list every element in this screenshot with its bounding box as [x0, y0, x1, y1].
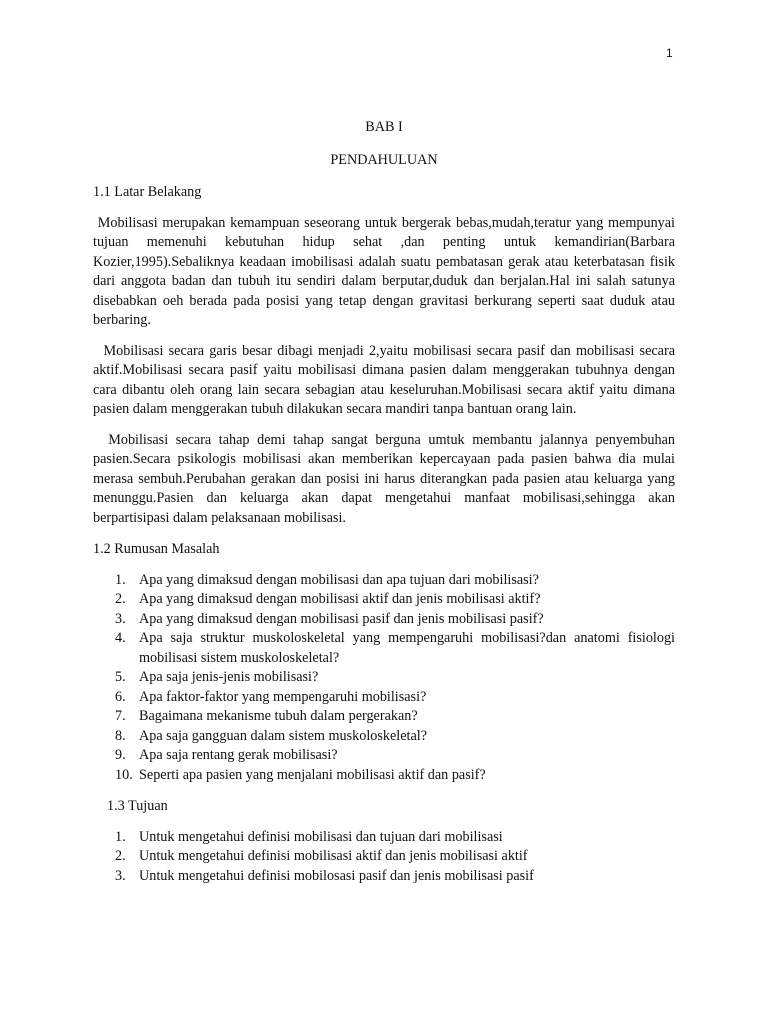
list-item-text: Apa faktor-faktor yang mempengaruhi mobilisasi? — [139, 688, 427, 705]
list-item — [93, 668, 675, 688]
list-item — [93, 688, 675, 708]
list-item — [93, 629, 675, 668]
chapter-heading: BAB I — [365, 119, 403, 135]
page-number: 1 — [666, 46, 673, 60]
list-item-text: Apa yang dimaksud dengan mobilisasi aktif dan jenis mobilisasi aktif? — [139, 591, 541, 607]
tujuan-list — [93, 828, 675, 887]
list-item-text: Apa yang dimaksud dengan mobilisasi dan apa tujuan dari mobilisasi? — [139, 571, 539, 588]
list-number: 5. — [115, 669, 126, 685]
list-item-text: Untuk mengetahui definisi mobilisasi dan tujuan dari mobilisasi — [139, 828, 503, 845]
list-number: 7. — [115, 708, 126, 724]
list-item-text: Untuk mengetahui definisi mobilosasi pasif dan jenis mobilisasi pasif — [139, 867, 534, 884]
list-number: 2. — [115, 848, 126, 864]
chapter-title: PENDAHULUAN — [330, 151, 438, 168]
list-number: 9. — [115, 747, 126, 763]
list-item-text: Apa saja struktur muskoloskeletal yang mempengaruhi mobilisasi?dan anatomi fisiologi mobilisasi sistem muskoloskeletal? — [139, 630, 675, 666]
list-item — [93, 571, 675, 591]
list-item-text: Apa saja jenis-jenis mobilisasi? — [139, 669, 319, 685]
list-number: 4. — [115, 630, 126, 646]
list-item-text: Apa saja gangguan dalam sistem muskoloskeletal? — [139, 727, 428, 744]
section-title-rumusan-masalah: 1.2 Rumusan Masalah — [93, 541, 220, 557]
list-item — [93, 707, 675, 727]
rumusan-masalah-list — [93, 571, 675, 786]
list-item-text: Untuk mengetahui definisi mobilisasi aktif dan jenis mobilisasi aktif — [139, 848, 528, 864]
list-item-text: Apa saja rentang gerak mobilisasi? — [139, 747, 338, 763]
list-item — [93, 828, 675, 848]
list-item — [93, 727, 675, 747]
section-title-latar-belakang: 1.1 Latar Belakang — [93, 184, 202, 200]
list-number: 1. — [115, 571, 126, 588]
list-number: 2. — [115, 591, 126, 607]
list-number: 6. — [115, 688, 126, 705]
list-number: 3. — [115, 610, 126, 627]
list-item-text: Apa yang dimaksud dengan mobilisasi pasif dan jenis mobilisasi pasif? — [139, 610, 544, 627]
list-number: 8. — [115, 727, 126, 744]
list-number: 3. — [115, 867, 126, 884]
list-item — [93, 847, 675, 867]
section-title-tujuan: 1.3 Tujuan — [107, 798, 168, 814]
paragraph: Mobilisasi secara tahap demi tahap sangat berguna umtuk membantu jalannya penyembuhan pasien.Secara psikologis mobilisasi akan memberikan kepercayaan pada pasien bahwa dia mulai merasa sembuh.Perubahan gerakan dan posisi ini harus diterangkan pada pasien atau keluarga yang menunggu.Pasien dan keluarga akan dapat mengetahui manfaat mobilisasi,sehingga akan berpartisipasi dalam pelaksanaan mobilisasi. — [93, 431, 679, 526]
document-body — [93, 118, 679, 898]
list-item — [93, 746, 675, 766]
list-number: 10. — [115, 766, 133, 783]
paragraph: Mobilisasi secara garis besar dibagi menjadi 2,yaitu mobilisasi secara pasif dan mobilisasi secara aktif.Mobilisasi secara pasif yaitu mobilisasi dimana pasien dalam menggerakan tubuhnya dengan cara dibantu oleh orang lain secara sebagian atau keseluruhan.Mobilisasi secara aktif yaitu dimana pasien dalam menggerakan tubuh dilakukan secara mandiri tanpa bantuan orang lain. — [93, 342, 679, 417]
list-number: 1. — [115, 828, 126, 845]
list-item-text: Seperti apa pasien yang menjalani mobilisasi aktif dan pasif? — [139, 766, 486, 783]
list-item — [93, 766, 675, 786]
list-item-text: Bagaimana mekanisme tubuh dalam pergerakan? — [139, 708, 418, 724]
list-item — [93, 867, 675, 887]
list-item — [93, 590, 675, 610]
paragraph: Mobilisasi merupakan kemampuan seseorang untuk bergerak bebas,mudah,teratur yang mempunyai tujuan memenuhi kebutuhan hidup sehat ,dan penting untuk kemandirian(Barbara Kozier,1995).Sebaliknya keadaan imobilisasi adalah suatu pembatasan gerak atau keterbatasan fisik dari anggota badan dan tubuh itu sendiri dalam berputar,duduk dan berjalan.Hal ini salah satunya disebabkan oeh berada pada posisi yang tetap dengan gravitasi berkurang seperti saat duduk atau berbaring. — [93, 214, 679, 328]
list-item — [93, 610, 675, 630]
